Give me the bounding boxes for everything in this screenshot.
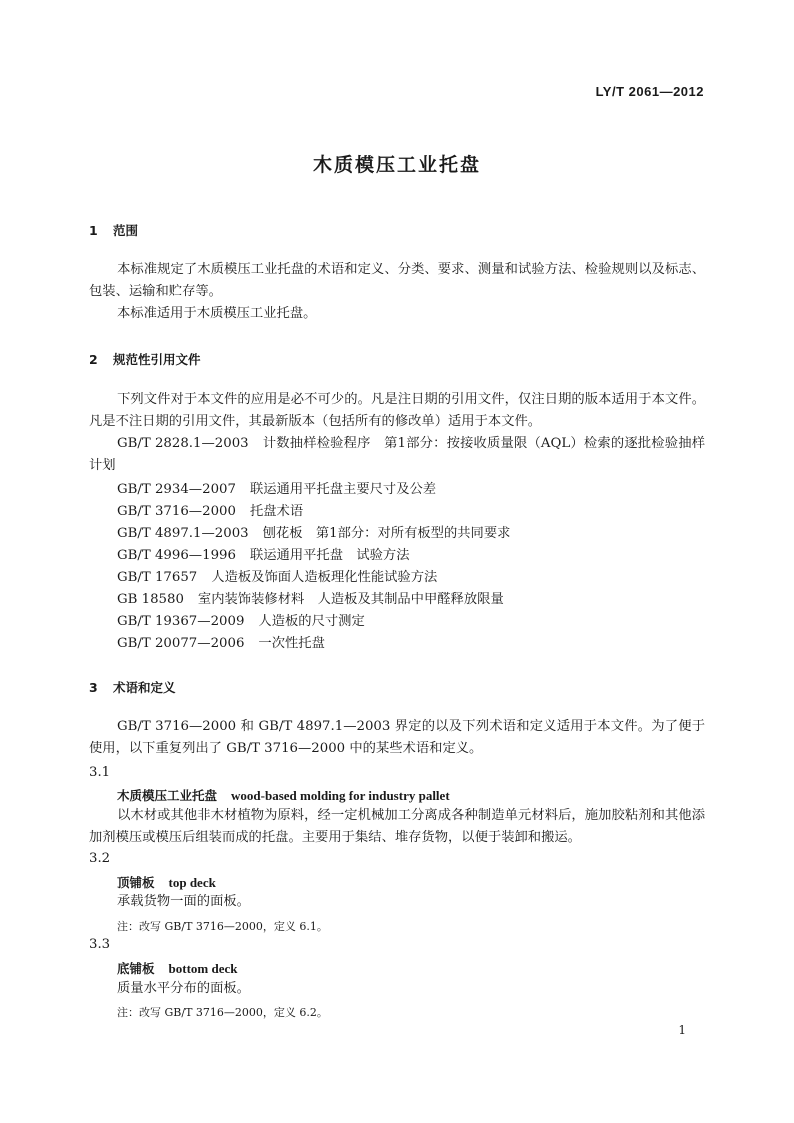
term-en: bottom deck <box>168 961 238 976</box>
section-1-paragraph-1 <box>89 259 705 303</box>
section-title: 范围 <box>113 223 139 238</box>
section-number: 3 <box>89 680 98 695</box>
term-zh: 顶铺板 <box>117 875 155 890</box>
reference-code: GB/T 3716—2000 <box>117 504 236 519</box>
normative-reference-item <box>117 567 437 589</box>
term-definition <box>89 805 705 849</box>
reference-code: GB/T 17657 <box>117 570 198 585</box>
term-number: 3.3 <box>89 937 111 952</box>
term-heading <box>117 786 450 804</box>
section-title: 术语和定义 <box>113 680 176 695</box>
term-definition: 质量水平分布的面板。 <box>117 981 250 996</box>
reference-code: GB/T 20077—2006 <box>117 636 245 651</box>
paragraph-text: 本标准适用于木质模压工业托盘。 <box>117 306 317 321</box>
paragraph-text: 下列文件对于本文件的应用是必不可少的。凡是注日期的引用文件，仅注日期的版本适用于本文件。凡是不注日期的引用文件，其最新版本（包括所有的修改单）适用于本文件。 <box>89 392 705 429</box>
term-definition: 承载货物一面的面板。 <box>117 894 250 909</box>
reference-code: GB 18580 <box>117 592 184 607</box>
paragraph-text: GB/T 3716—2000 和 GB/T 4897.1—2003 界定的以及下列术语和定义适用于本文件。为了便于使用，以下重复列出了 GB/T 3716—2000 中的某些术语和定义。 <box>89 719 705 756</box>
page-number: 1 <box>678 1023 686 1037</box>
section-2-heading <box>89 350 201 368</box>
normative-reference-item <box>117 479 436 501</box>
reference-title: 计数抽样检验程序 第1部分：按接收质量限（AQL）检索的逐批检验抽样计划 <box>89 436 705 473</box>
reference-title: 室内装饰装修材料 人造板及其制品中甲醛释放限量 <box>197 592 504 607</box>
term-number: 3.1 <box>89 765 111 780</box>
normative-reference-item <box>117 611 365 633</box>
reference-title: 刨花板 第1部分：对所有板型的共同要求 <box>262 526 511 541</box>
paragraph-text: 本标准规定了木质模压工业托盘的术语和定义、分类、要求、测量和试验方法、检验规则以及标志、包装、运输和贮存等。 <box>89 262 705 299</box>
document-title: 木质模压工业托盘 <box>312 154 481 176</box>
term-heading <box>117 873 216 891</box>
term-zh: 底铺板 <box>117 961 155 976</box>
section-number: 1 <box>89 223 98 238</box>
term-number: 3.2 <box>89 851 111 866</box>
term-note: 注：改写 GB/T 3716—2000，定义 6.1。 <box>117 920 328 933</box>
reference-title: 一次性托盘 <box>258 636 325 651</box>
section-number: 2 <box>89 352 98 367</box>
section-3-paragraph-1 <box>89 716 705 760</box>
reference-title: 人造板及饰面人造板理化性能试验方法 <box>211 570 438 585</box>
normative-reference-item <box>117 545 410 567</box>
section-1-heading <box>89 221 138 239</box>
reference-code: GB/T 19367—2009 <box>117 614 245 629</box>
normative-reference-item <box>117 633 325 655</box>
section-title: 规范性引用文件 <box>113 352 201 367</box>
term-zh: 木质模压工业托盘 <box>117 788 218 803</box>
normative-reference-item <box>117 589 504 611</box>
term-en: top deck <box>168 875 216 890</box>
term-note: 注：改写 GB/T 3716—2000，定义 6.2。 <box>117 1006 328 1019</box>
reference-title: 联运通用平托盘 试验方法 <box>249 548 410 563</box>
term-en: wood-based molding for industry pallet <box>231 788 450 803</box>
standard-code: LY/T 2061—2012 <box>595 84 704 99</box>
reference-code: GB/T 2934—2007 <box>117 482 236 497</box>
reference-code: GB/T 4996—1996 <box>117 548 236 563</box>
reference-code: GB/T 4897.1—2003 <box>117 526 249 541</box>
normative-reference-item <box>89 433 705 477</box>
section-1-paragraph-2 <box>89 303 705 325</box>
reference-code: GB/T 2828.1—2003 <box>117 436 249 451</box>
normative-reference-item <box>117 523 510 545</box>
reference-title: 人造板的尺寸测定 <box>258 614 365 629</box>
paragraph-text: 以木材或其他非木材植物为原料，经一定机械加工分离成各种制造单元材料后，施加胶粘剂和其他添加剂模压或模压后组装而成的托盘。主要用于集结、堆存货物，以便于装卸和搬运。 <box>89 808 705 845</box>
reference-title: 联运通用平托盘主要尺寸及公差 <box>249 482 437 497</box>
section-2-paragraph-1 <box>89 389 705 433</box>
reference-title: 托盘术语 <box>249 504 304 519</box>
section-3-heading <box>89 678 176 696</box>
normative-reference-item <box>117 501 303 523</box>
term-heading <box>117 959 237 977</box>
